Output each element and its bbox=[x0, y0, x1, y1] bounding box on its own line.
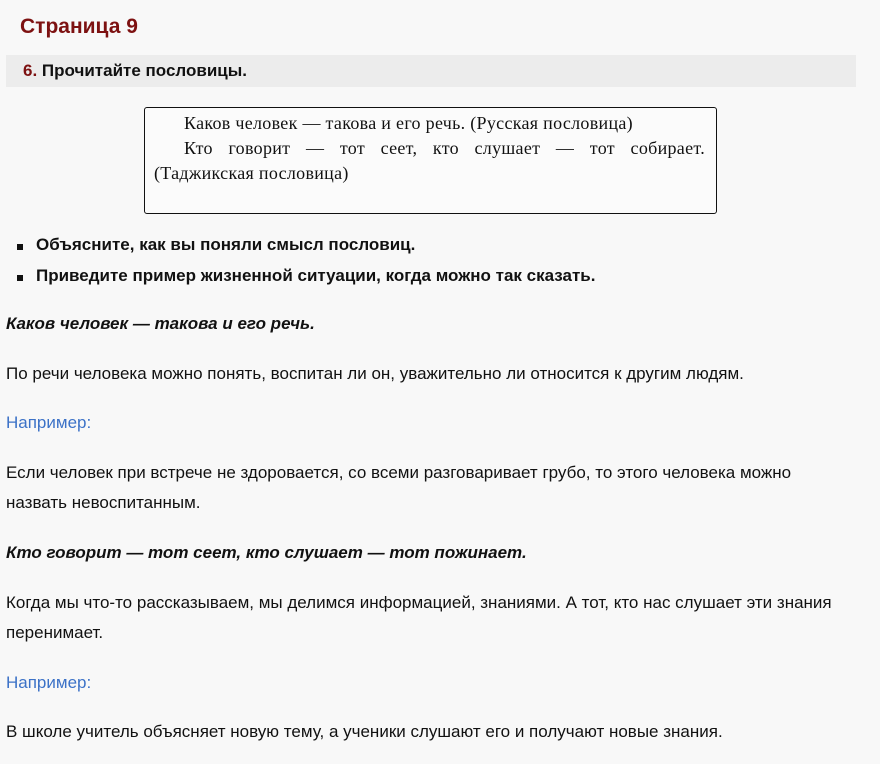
list-item-text: Приведите пример жизненной ситуации, когда можно так сказать. bbox=[36, 266, 596, 285]
bullet-square-icon bbox=[17, 244, 23, 250]
answer-1-example-label: Например: bbox=[6, 413, 92, 432]
proverb-2: Кто говорит — тот сеет, кто слушает — тот собирает. (Таджикская пословица) bbox=[154, 138, 705, 183]
proverb-1: Каков человек — такова и его речь. (Русская пословица) bbox=[184, 113, 633, 133]
list-item bbox=[16, 235, 595, 266]
answer-1-heading: Каков человек — такова и его речь. bbox=[6, 314, 315, 333]
task-text: Прочитайте пословицы. bbox=[41, 61, 247, 80]
list-item-text: Объясните, как вы поняли смысл пословиц. bbox=[36, 235, 416, 254]
list-item bbox=[16, 266, 595, 297]
proverbs-box bbox=[144, 107, 717, 214]
task-header bbox=[6, 55, 856, 87]
answer-1-explanation: По речи человека можно понять, воспитан ли он, уважительно ли относится к другим людям. bbox=[6, 364, 744, 383]
task-number: 6. bbox=[23, 61, 38, 80]
page-title: Страница 9 bbox=[20, 15, 138, 38]
answer-2-example-text: В школе учитель объясняет новую тему, а ученики слушают его и получают новые знания. bbox=[6, 722, 723, 741]
answer-2-example-label: Например: bbox=[6, 673, 92, 692]
answer-2-heading: Кто говорит — тот сеет, кто слушает — тот пожинает. bbox=[6, 543, 527, 562]
answer-1-example-text: Если человек при встрече не здоровается, со всеми разговаривает грубо, то этого человека можно назвать невоспитанным. bbox=[6, 463, 792, 512]
assignment-list bbox=[16, 235, 595, 297]
answer-2-explanation: Когда мы что-то рассказываем, мы делимся информацией, знаниями. А тот, кто нас слушает эти знания перенимает. bbox=[6, 593, 832, 642]
bullet-square-icon bbox=[17, 275, 23, 281]
